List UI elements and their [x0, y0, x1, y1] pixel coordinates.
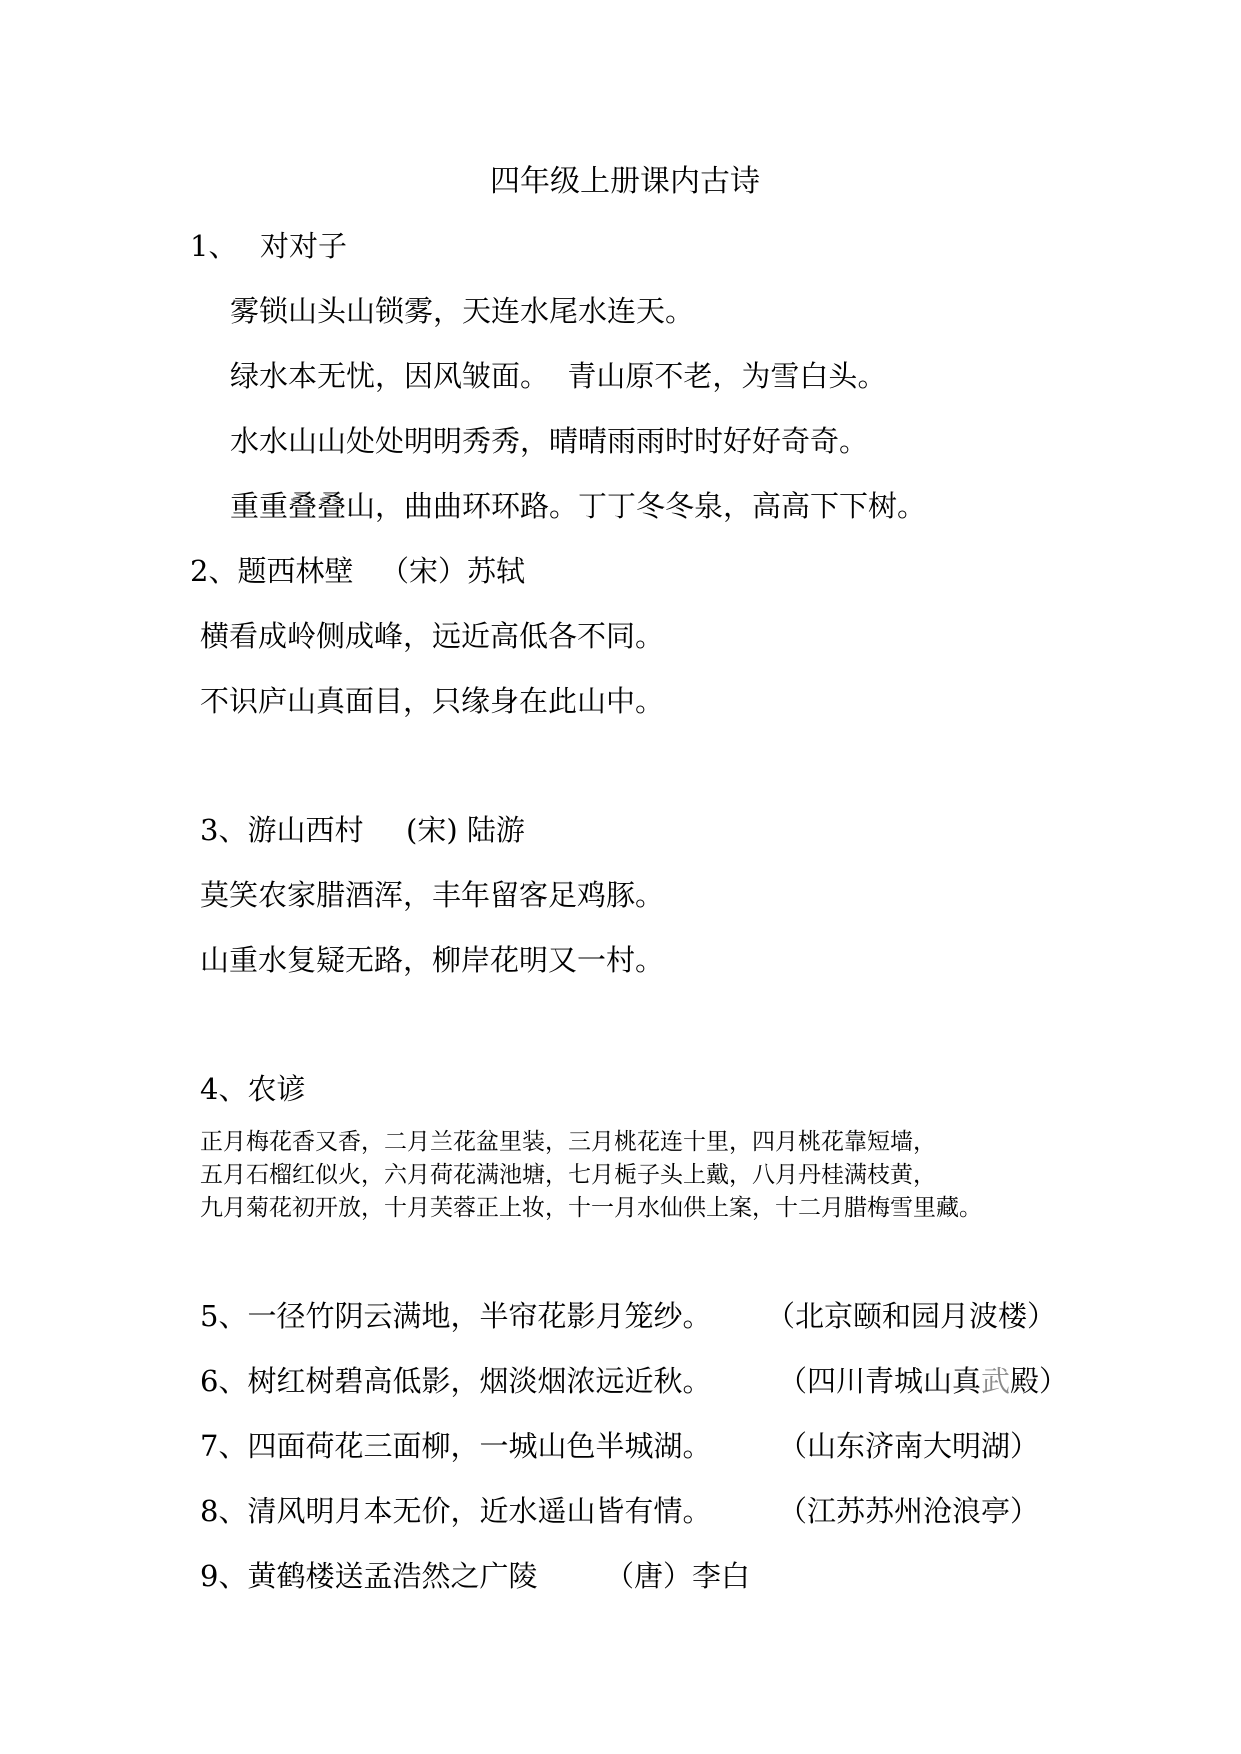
section-3-heading: 3、游山西村: [200, 813, 364, 847]
couplet-8-place: （江苏苏州沧浪亭）: [778, 1494, 1040, 1528]
couplet-line: 水水山山处处明明秀秀，晴晴雨雨时时好好奇奇。: [230, 424, 869, 458]
section-2-heading: 2、题西林壁: [190, 554, 354, 588]
couplet-line: 雾锁山头山锁雾，天连水尾水连天。: [230, 294, 695, 328]
couplet-7-place: （山东济南大明湖）: [778, 1429, 1040, 1463]
couplet-5-text: 5、一径竹阴云满地，半帘花影月笼纱。: [200, 1299, 712, 1333]
section-9-heading: 9、黄鹤楼送孟浩然之广陵: [200, 1559, 538, 1593]
poem-line: 不识庐山真面目，只缘身在此山中。: [200, 684, 665, 718]
section-3-author: (宋) 陆游: [406, 813, 525, 847]
couplet-6-text: 6、树红树碧高低影，烟淡烟浓远近秋。: [200, 1364, 712, 1398]
couplet-line: 绿水本无忧，因风皱面。 青山原不老，为雪白头。: [230, 359, 887, 393]
couplet-5-place: （北京颐和园月波楼）: [766, 1299, 1057, 1333]
section-1-heading: 对对子: [260, 229, 348, 263]
couplet-7-text: 7、四面荷花三面柳，一城山色半城湖。: [200, 1429, 712, 1463]
page-title: 四年级上册课内古诗: [490, 164, 760, 199]
poem-line: 横看成岭侧成峰，远近高低各不同。: [200, 619, 665, 653]
couplet-6-place: （四川青城山真武殿）: [778, 1364, 1069, 1398]
section-2-author: （宋）苏轼: [380, 554, 526, 588]
poem-line: 莫笑农家腊酒浑，丰年留客足鸡豚。: [200, 878, 665, 912]
section-9-author: （唐）李白: [605, 1559, 751, 1593]
section-1-number: 1、: [190, 229, 238, 263]
proverb-line: 正月梅花香又香，二月兰花盆里装，三月桃花连十里，四月桃花靠短墙，: [200, 1129, 936, 1155]
section-4-heading: 4、农谚: [200, 1072, 306, 1106]
couplet-8-text: 8、清风明月本无价，近水遥山皆有情。: [200, 1494, 712, 1528]
poem-line: 山重水复疑无路，柳岸花明又一村。: [200, 943, 665, 977]
proverb-line: 五月石榴红似火，六月荷花满池塘，七月栀子头上戴，八月丹桂满枝黄，: [200, 1162, 936, 1188]
proverb-line: 九月菊花初开放，十月芙蓉正上妆，十一月水仙供上案，十二月腊梅雪里藏。: [200, 1195, 982, 1221]
highlighted-character: 武: [981, 1364, 1011, 1398]
couplet-line: 重重叠叠山，曲曲环环路。丁丁冬冬泉，高高下下树。: [230, 489, 927, 523]
